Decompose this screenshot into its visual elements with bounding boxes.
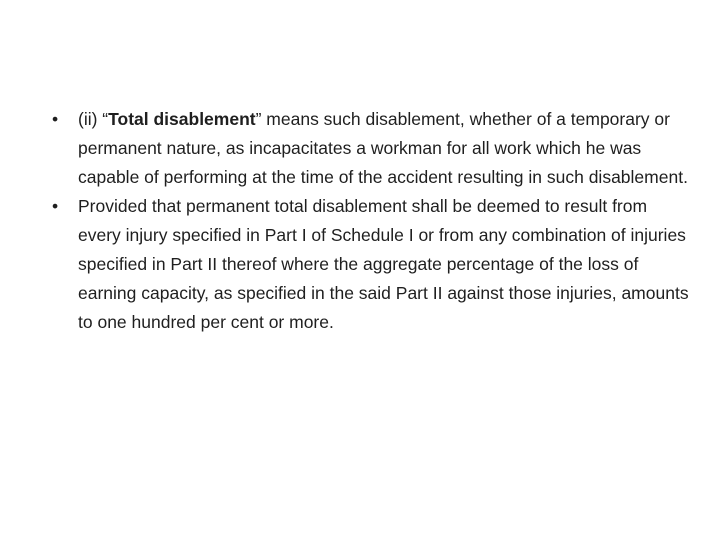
definition-prefix: (ii) “	[78, 109, 109, 129]
proviso-text: Provided that permanent total disablement shall be deemed to result from every injury specified in Part I of Schedule I or from any combination of injuries specified in Part II thereof where the aggregate percentage of the loss of earning capacity, as specified in the said Part II against those injuries, amounts to one hundred per cent or more.	[78, 196, 689, 332]
bullet-list	[52, 105, 692, 337]
definition-text: ” means such disablement, whether of a temporary or permanent nature, as incapacitates a workman for all work which he was capable of performing at the time of the accident resulting in such disablement.	[78, 109, 688, 187]
bullet-item-definition	[52, 105, 692, 192]
bullet-item-proviso	[52, 192, 692, 337]
defined-term: Total disablement	[108, 109, 256, 129]
bullet-icon: •	[52, 109, 59, 129]
bullet-icon: •	[52, 196, 59, 216]
